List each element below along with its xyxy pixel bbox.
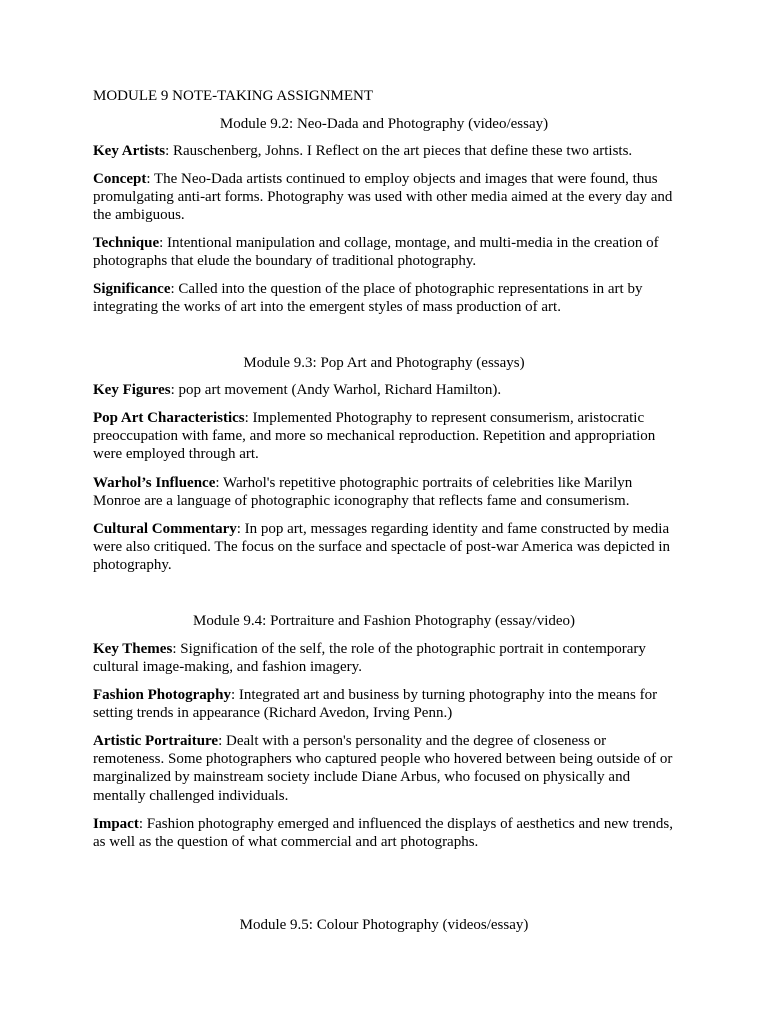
note-text: : Integrated art and business by turning photography into the means for setting trends in appearance (Richard Avedon, Irving Penn.) <box>93 687 658 722</box>
note-key-themes <box>93 640 681 676</box>
note-text: : Signification of the self, the role of the photographic portrait in contemporary cultural image-making, and fashion imagery. <box>93 641 646 676</box>
note-text: : Rauschenberg, Johns. I Reflect on the art pieces that define these two artists. <box>165 143 633 159</box>
note-label: Significance <box>93 281 171 297</box>
note-text: : The Neo-Dada artists continued to employ objects and images that were found, thus promulgating anti-art forms. Photography was used with other media aimed at the every day and the ambiguous. <box>93 171 673 224</box>
section-heading-9-5: Module 9.5: Colour Photography (videos/essay) <box>239 917 529 933</box>
note-text: : Fashion photography emerged and influenced the displays of aesthetics and new trends, as well as the question of what commercial and art photographs. <box>93 816 673 851</box>
note-label: Pop Art Characteristics <box>93 410 245 426</box>
note-text: : Implemented Photography to represent consumerism, aristocratic preoccupation with fame, and more so mechanical reproduction. Repetition and appropriation were employed through art. <box>93 410 656 463</box>
note-label: Fashion Photography <box>93 687 231 703</box>
section-heading-9-3: Module 9.3: Pop Art and Photography (essays) <box>243 355 525 371</box>
section-heading-9-2: Module 9.2: Neo-Dada and Photography (video/essay) <box>219 116 549 132</box>
note-label: Concept <box>93 171 147 187</box>
note-text: : Intentional manipulation and collage, montage, and multi-media in the creation of photographs that elude the boundary of traditional photography. <box>93 235 659 270</box>
note-impact <box>93 815 681 851</box>
note-fashion-photography <box>93 686 681 722</box>
note-warhol-influence <box>93 474 681 510</box>
note-key-figures <box>93 381 681 399</box>
note-cultural-commentary <box>93 520 681 575</box>
note-key-artists <box>93 142 681 160</box>
note-technique <box>93 234 681 270</box>
note-text: : Warhol's repetitive photographic portraits of celebrities like Marilyn Monroe are a language of photographic iconography that reflects fame and consumerism. <box>93 475 633 510</box>
note-pop-art-characteristics <box>93 409 681 464</box>
section-heading-9-4: Module 9.4: Portraiture and Fashion Photography (essay/video) <box>192 613 576 629</box>
document-title: MODULE 9 NOTE-TAKING ASSIGNMENT <box>93 88 374 104</box>
note-concept <box>93 170 681 225</box>
note-text: : Called into the question of the place of photographic representations in art by integrating the works of art into the emergent styles of mass production of art. <box>93 281 643 316</box>
note-label: Key Themes <box>93 641 173 657</box>
note-text: : In pop art, messages regarding identity and fame constructed by media were also critiqued. The focus on the surface and spectacle of post-war America was depicted in photography. <box>93 521 670 574</box>
note-artistic-portraiture <box>93 732 681 805</box>
note-label: Key Artists <box>93 143 166 159</box>
note-label: Artistic Portraiture <box>93 733 219 749</box>
note-label: Key Figures <box>93 382 171 398</box>
note-label: Cultural Commentary <box>93 521 237 537</box>
note-label: Warhol’s Influence <box>93 475 216 491</box>
note-text: : pop art movement (Andy Warhol, Richard Hamilton). <box>170 382 502 398</box>
note-significance <box>93 280 681 316</box>
note-label: Impact <box>93 816 139 832</box>
note-text: : Dealt with a person's personality and the degree of closeness or remoteness. Some photographers who captured people who hovered between being outside of or marginalized by mainstream society include Diane Arbus, who focused on physically and mentally challenged individuals. <box>93 733 673 804</box>
note-label: Technique <box>93 235 160 251</box>
